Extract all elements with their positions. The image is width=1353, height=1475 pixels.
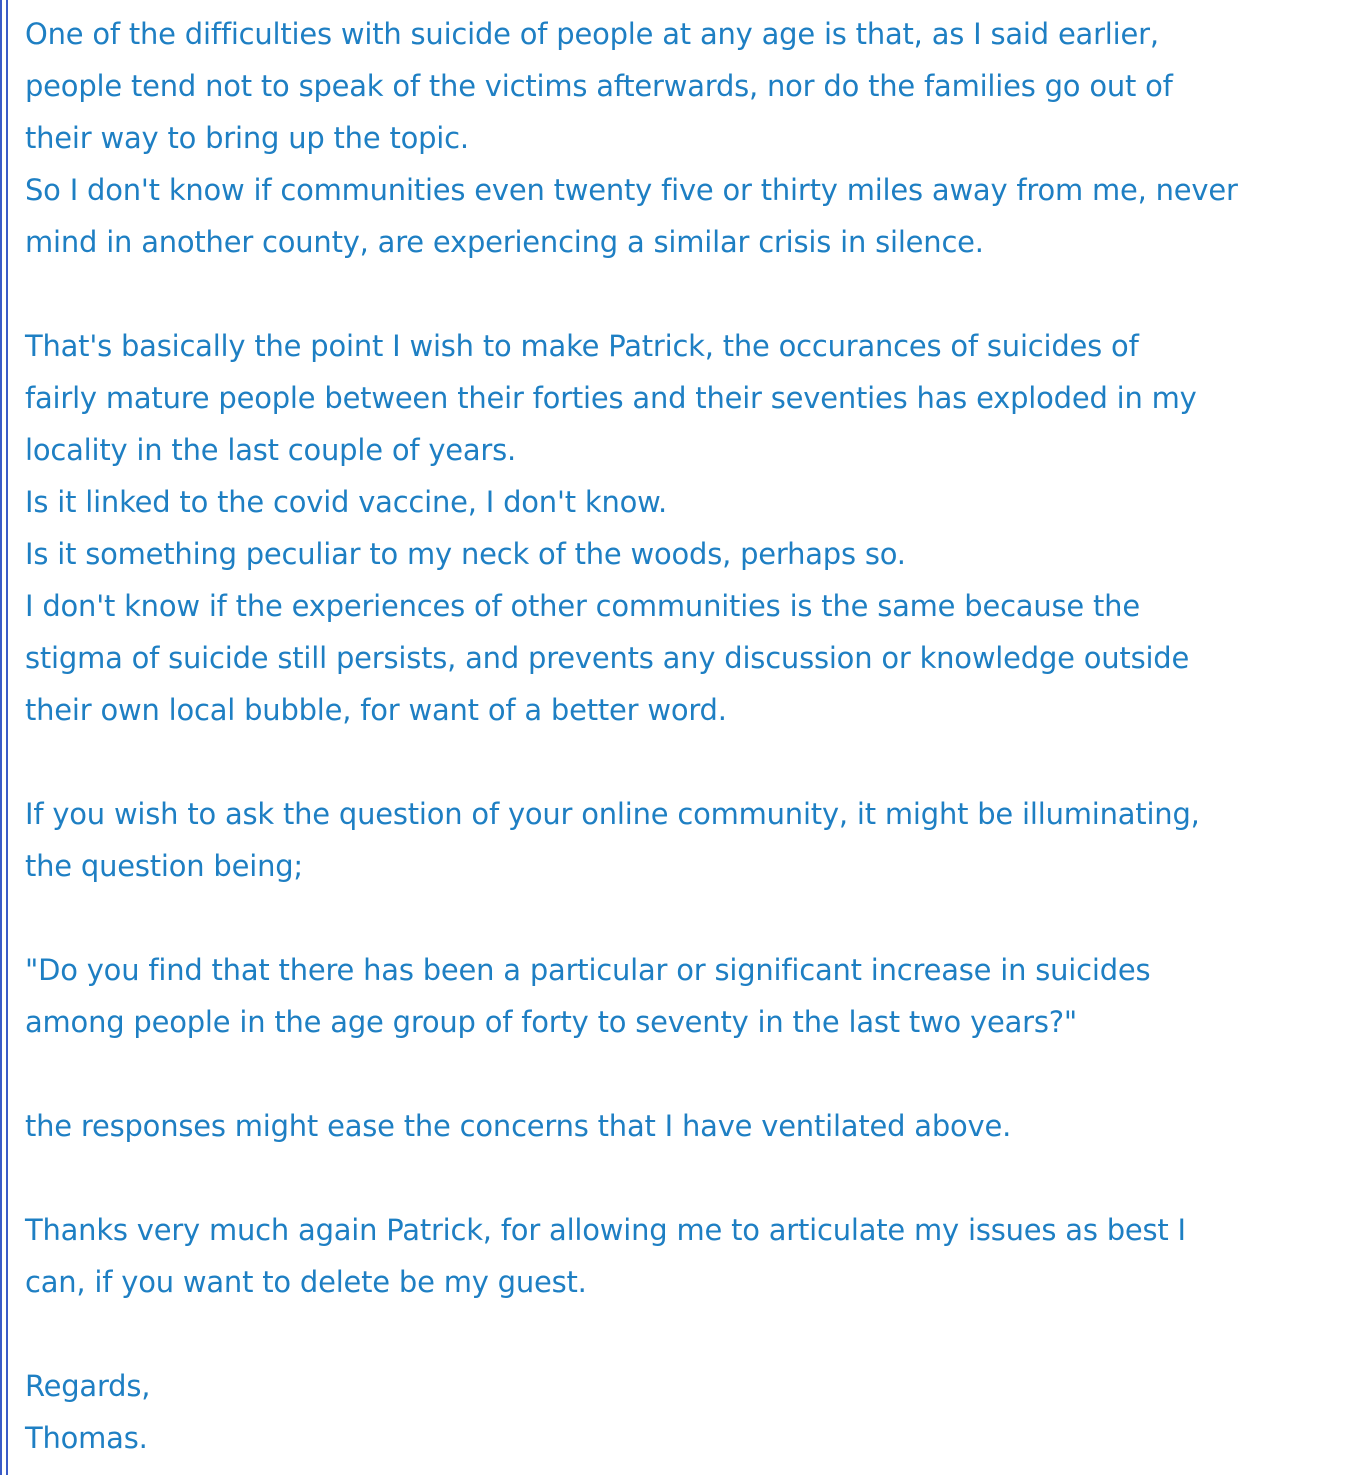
message-line: the question being; (25, 849, 303, 883)
message-line: One of the difficulties with suicide of people at any age is that, as I said earlier, (25, 17, 1159, 51)
blank-line (25, 892, 1345, 944)
quoted-question-line: among people in the age group of forty to seventy in the last two years?" (25, 1005, 1078, 1039)
message-line: I don't know if the experiences of other communities is the same because the (25, 589, 1140, 623)
blank-line (25, 736, 1345, 788)
message-line: mind in another county, are experiencing a similar crisis in silence. (25, 225, 984, 259)
message-line: Is it something peculiar to my neck of the woods, perhaps so. (25, 537, 906, 571)
message-line: That's basically the point I wish to make Patrick, the occurances of suicides of (25, 329, 1139, 363)
blank-line (25, 1308, 1345, 1360)
message-line: their own local bubble, for want of a better word. (25, 693, 727, 727)
message-line: Thanks very much again Patrick, for allowing me to articulate my issues as best I (25, 1213, 1186, 1247)
message-line: people tend not to speak of the victims afterwards, nor do the families go out of (25, 69, 1173, 103)
message-line: their way to bring up the topic. (25, 121, 469, 155)
message-line: locality in the last couple of years. (25, 433, 517, 467)
quote-bar-inner (6, 0, 8, 1475)
message-line: fairly mature people between their forties and their seventies has exploded in my (25, 381, 1197, 415)
quoted-message-body (25, 8, 1345, 1464)
blank-line (25, 1152, 1345, 1204)
message-line: can, if you want to delete be my guest. (25, 1265, 587, 1299)
blank-line (25, 1048, 1345, 1100)
sign-off: Regards, (25, 1369, 151, 1403)
signature-name: Thomas. (25, 1421, 148, 1455)
message-line: Is it linked to the covid vaccine, I don't know. (25, 485, 667, 519)
message-line: If you wish to ask the question of your online community, it might be illuminating, (25, 797, 1200, 831)
blank-line (25, 268, 1345, 320)
message-line: So I don't know if communities even twenty five or thirty miles away from me, never (25, 173, 1238, 207)
message-line: stigma of suicide still persists, and prevents any discussion or knowledge outside (25, 641, 1190, 675)
quote-bar-outer (0, 0, 2, 1475)
message-line: the responses might ease the concerns that I have ventilated above. (25, 1109, 1012, 1143)
quoted-question-line: "Do you find that there has been a particular or significant increase in suicides (25, 953, 1151, 987)
